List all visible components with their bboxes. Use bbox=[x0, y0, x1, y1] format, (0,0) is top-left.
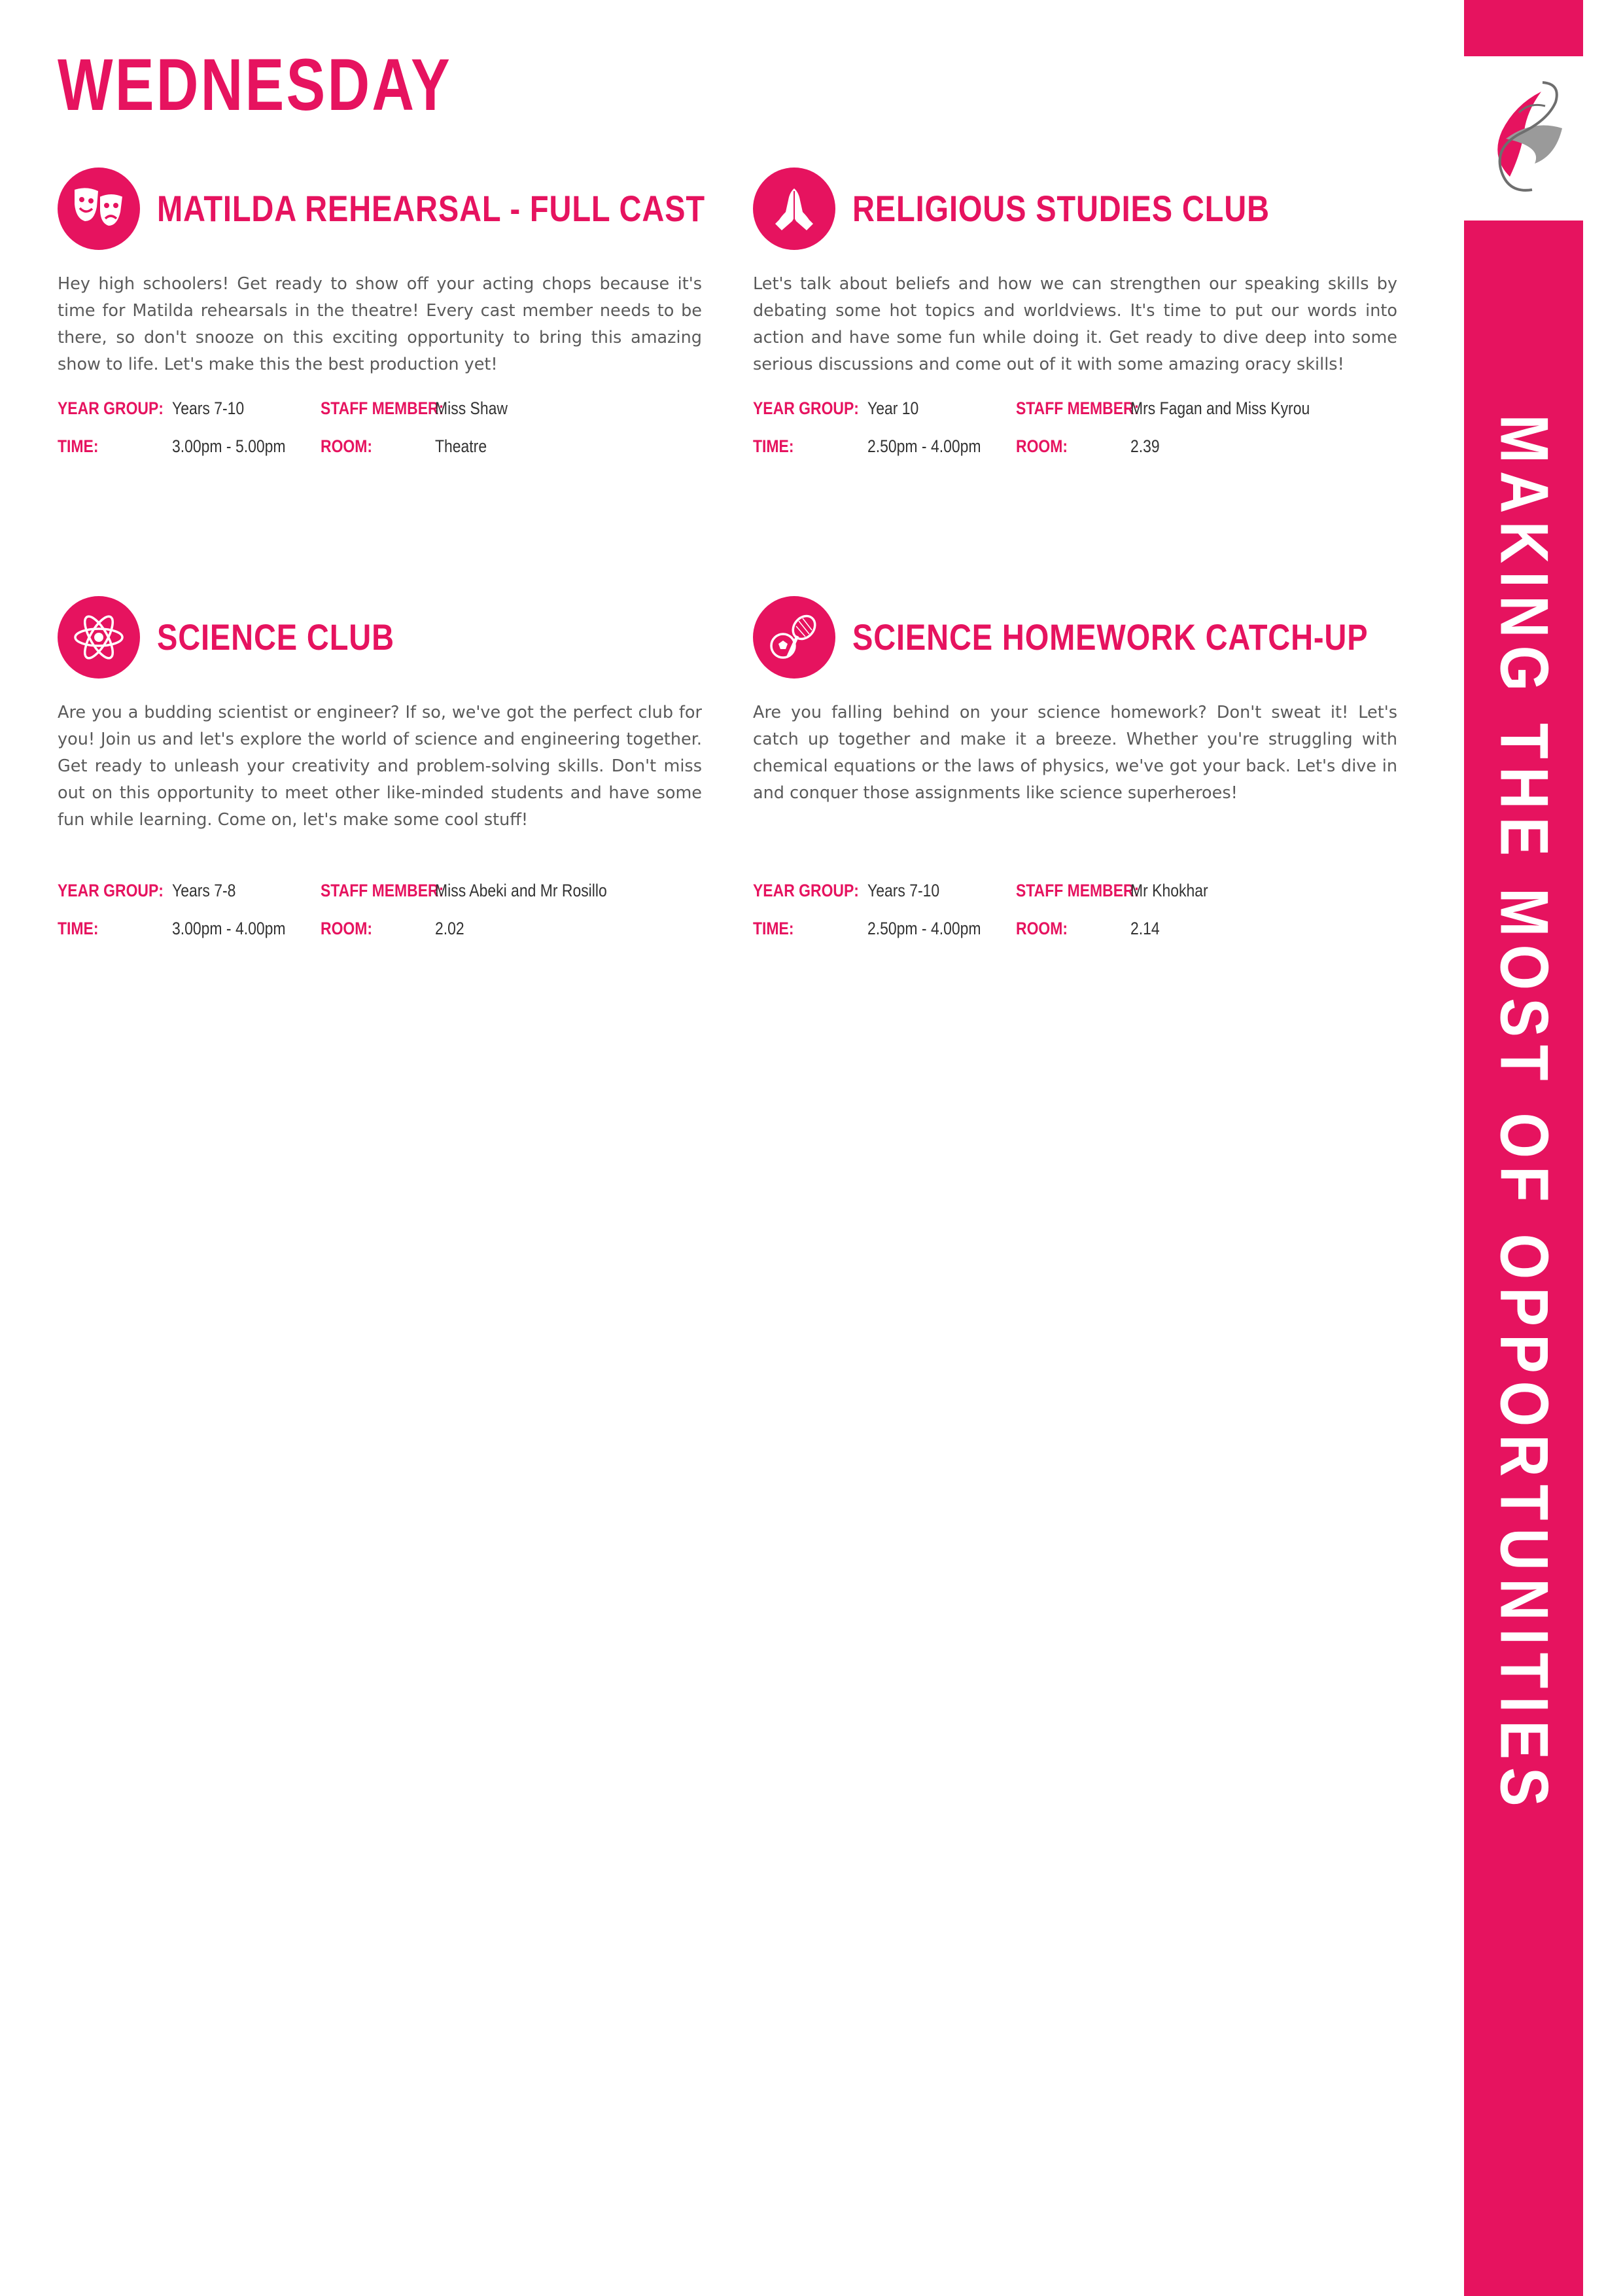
club-title: SCIENCE HOMEWORK CATCH-UP bbox=[852, 616, 1369, 658]
club-header bbox=[753, 596, 1397, 679]
room-label: ROOM: bbox=[1016, 436, 1068, 456]
time-value: 3.00pm - 5.00pm bbox=[172, 436, 286, 456]
club-header bbox=[58, 168, 705, 250]
time-value: 2.50pm - 4.00pm bbox=[867, 436, 981, 456]
room-label: ROOM: bbox=[1016, 919, 1068, 938]
club-description: Hey high schoolers! Get ready to show off your acting chops because it's time for Matilda rehearsals in the theatre! Every cast member needs to be there, so don't snooze on this exciting opportunity to bring this amazing show to life. Let's make this the best production yet! bbox=[58, 274, 702, 374]
year-group-label: YEAR GROUP: bbox=[753, 881, 859, 900]
club-header bbox=[58, 596, 702, 679]
club-description: Are you falling behind on your science homework? Don't sweat it! Let's catch up together and make it a breeze. Whether you're struggling with chemical equations or the laws of physics, we've got your back. Let's dive in and conquer those assignments like science superheroes! bbox=[753, 703, 1397, 803]
staff-member-value: Miss Shaw bbox=[435, 398, 508, 418]
year-group-value: Years 7-10 bbox=[867, 881, 940, 900]
year-group-label: YEAR GROUP: bbox=[753, 398, 859, 418]
room-value: Theatre bbox=[435, 436, 487, 456]
year-group-label: YEAR GROUP: bbox=[58, 881, 164, 900]
room-value: 2.39 bbox=[1130, 436, 1160, 456]
club-details bbox=[753, 395, 1397, 480]
staff-member-label: STAFF MEMBER: bbox=[321, 881, 444, 900]
year-group-value: Years 7-8 bbox=[172, 881, 236, 900]
theatre-masks-icon bbox=[58, 168, 140, 250]
club-header bbox=[753, 168, 1397, 250]
club-card-matilda-rehearsal bbox=[58, 168, 705, 534]
club-card-science-club bbox=[58, 596, 702, 963]
club-title: RELIGIOUS STUDIES CLUB bbox=[852, 188, 1270, 229]
praying-hands-icon bbox=[753, 168, 835, 250]
time-value: 2.50pm - 4.00pm bbox=[867, 919, 981, 938]
time-label: TIME: bbox=[753, 919, 794, 938]
club-card-science-homework bbox=[753, 596, 1397, 963]
club-description: Are you a budding scientist or engineer? If so, we've got the perfect club for you! Join us and let's explore the world of science and engineering together. Get ready to unleash your creativity and problem-solving skills. Don't miss out on this opportunity to meet other like-minded students and have some fun while learning. Come on, let's make some cool stuff! bbox=[58, 703, 702, 830]
staff-member-label: STAFF MEMBER: bbox=[1016, 881, 1140, 900]
club-description: Let's talk about beliefs and how we can strengthen our speaking skills by debating some hot topics and worldviews. It's time to put our words into action and have some fun while doing it. Get ready to dive deep into some serious discussions and come out of it with some amazing oracy skills! bbox=[753, 274, 1397, 374]
side-band-top bbox=[1464, 0, 1583, 56]
side-banner-text: MAKING THE MOST OF OPPORTUNITIES bbox=[1486, 414, 1562, 1814]
time-value: 3.00pm - 4.00pm bbox=[172, 919, 286, 938]
time-label: TIME: bbox=[58, 436, 99, 456]
atom-icon bbox=[58, 596, 140, 679]
club-title: MATILDA REHEARSAL - FULL CAST bbox=[157, 188, 705, 229]
club-details bbox=[58, 877, 702, 963]
staff-member-value: Miss Abeki and Mr Rosillo bbox=[435, 881, 607, 900]
staff-member-label: STAFF MEMBER: bbox=[1016, 398, 1140, 418]
club-details bbox=[58, 395, 702, 480]
year-group-value: Year 10 bbox=[867, 398, 919, 418]
club-title: SCIENCE CLUB bbox=[157, 616, 394, 658]
time-label: TIME: bbox=[753, 436, 794, 456]
page-title: WEDNESDAY bbox=[58, 44, 453, 126]
sports-ball-racket-icon bbox=[753, 596, 835, 679]
room-value: 2.14 bbox=[1130, 919, 1160, 938]
year-group-value: Years 7-10 bbox=[172, 398, 245, 418]
club-details bbox=[753, 877, 1397, 963]
room-label: ROOM: bbox=[321, 436, 373, 456]
room-value: 2.02 bbox=[435, 919, 464, 938]
staff-member-value: Mrs Fagan and Miss Kyrou bbox=[1130, 398, 1310, 418]
year-group-label: YEAR GROUP: bbox=[58, 398, 164, 418]
staff-member-label: STAFF MEMBER: bbox=[321, 398, 444, 418]
time-label: TIME: bbox=[58, 919, 99, 938]
club-card-religious-studies bbox=[753, 168, 1397, 534]
room-label: ROOM: bbox=[321, 919, 373, 938]
staff-member-value: Mr Khokhar bbox=[1130, 881, 1208, 900]
school-logo bbox=[1464, 65, 1583, 209]
